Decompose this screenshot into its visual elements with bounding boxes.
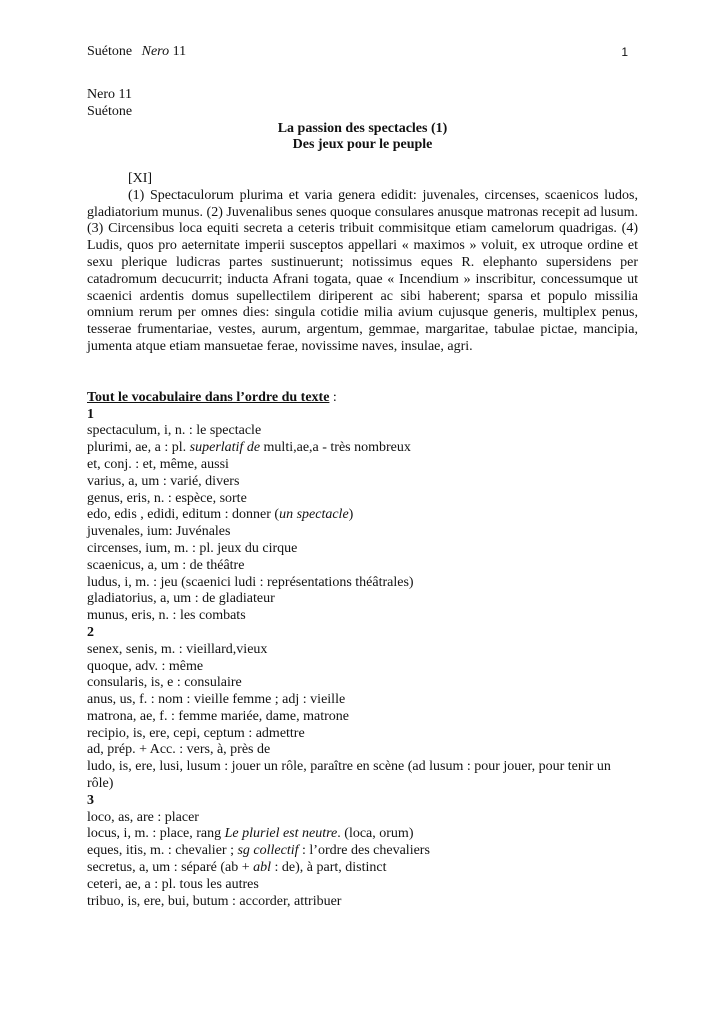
vocab-entry: senex, senis, m. : vieillard,vieux	[87, 641, 268, 657]
vocab-entry: et, conj. : et, même, aussi	[87, 456, 229, 472]
chapter-mark: [XI]	[128, 170, 153, 186]
doc-meta-work: Nero 11	[87, 87, 132, 102]
vocab-heading: Tout le vocabulaire dans l’ordre du texte :	[87, 389, 337, 405]
vocab-entry: spectaculum, i, n. : le spectacle	[87, 423, 262, 439]
vocab-section-number: 3	[87, 792, 94, 808]
doc-title: La passion des spectacles (1)	[277, 120, 448, 136]
vocab-entry: anus, us, f. : nom : vieille femme ; adj : vieille	[87, 692, 346, 708]
vocab-entry: secretus, a, um : séparé (ab + abl : de), à part, distinct	[87, 860, 387, 876]
vocab-entry: gladiatorius, a, um : de gladiateur	[87, 591, 275, 607]
document-body	[87, 87, 638, 910]
latin-text: (1) Spectaculorum plurima et varia genera edidit: juvenales, circenses, scaenicos ludos, gladiatorium munus. (2) Juvenalibus senes quoque consulares anusque matronas recepit ad lusum. (3) Circensibus loca equiti secreta a ceteris tribuit commisitque etiam camelorum quadrigas. (4) Ludis, quos pro aeternitate imperii susceptos appellari « maximos » voluit, ex utroque ordine et sexu plerique ludicras partes sustinuerunt; notissimus eques R. elephanto supersidens per catadromum decucurrit; inducta Afrani togata, quae « Incendium » inscribitur, concessumque ut scaenici ardentis domus supellectilem diriperent ac sibi haberent; sparsa et populo missilia omnium rerum per omnes dies: singula cotidie milia avium cujusque generis, multiplex penus, tesserae frumentariae, vestes, aurum, argentum, gemmae, margaritae, tabulae pictae, mancipia, jumenta atque etiam mansuetae ferae, novissime naves, insulae, agri.	[87, 187, 638, 354]
vocab-entry: plurimi, ae, a : pl. superlatif de multi,ae,a - très nombreux	[87, 440, 411, 456]
vocab-entry: scaenicus, a, um : de théâtre	[87, 557, 245, 573]
vocab-entry: consularis, is, e : consulaire	[87, 675, 242, 691]
spacer	[87, 154, 638, 171]
vocab-section-number: 2	[87, 624, 94, 640]
vocab-entry: locus, i, m. : place, rang Le pluriel est neutre. (loca, orum)	[87, 826, 414, 842]
vocab-entry: matrona, ae, f. : femme mariée, dame, matrone	[87, 708, 349, 724]
vocab-entry: ad, prép. + Acc. : vers, à, près de	[87, 742, 271, 758]
page-header	[87, 44, 638, 60]
vocab-entry: edo, edis , edidi, editum : donner (un spectacle)	[87, 507, 354, 523]
vocab-entry: loco, as, are : placer	[87, 809, 199, 825]
doc-subtitle: Des jeux pour le peuple	[292, 137, 433, 153]
vocab-entry: munus, eris, n. : les combats	[87, 608, 246, 624]
page-number: 1	[621, 45, 628, 59]
vocab-entry: eques, itis, m. : chevalier ; sg collectif : l’ordre des chevaliers	[87, 843, 430, 859]
doc-meta-author: Suétone	[87, 103, 133, 119]
vocab-entry: juvenales, ium: Juvénales	[87, 524, 231, 540]
header-chapter: 11	[172, 44, 187, 59]
vocab-entry: circenses, ium, m. : pl. jeux du cirque	[87, 540, 298, 556]
vocab-section-number: 1	[87, 406, 94, 422]
vocab-entry: varius, a, um : varié, divers	[87, 473, 240, 489]
vocab-entry: tribuo, is, ere, bui, butum : accorder, attribuer	[87, 893, 342, 909]
vocab-entry: ludo, is, ere, lusi, lusum : jouer un rôle, paraître en scène (ad lusum : pour jouer, pour tenir un rôle)	[87, 759, 611, 792]
vocab-entry: recipio, is, ere, cepi, ceptum : admettre	[87, 725, 305, 741]
vocab-entry: ceteri, ae, a : pl. tous les autres	[87, 876, 259, 892]
header-work: Nero	[141, 44, 170, 59]
vocab-entry: quoque, adv. : même	[87, 658, 204, 674]
vocab-entry: genus, eris, n. : espèce, sorte	[87, 490, 247, 506]
vocab-entry: ludus, i, m. : jeu (scaenici ludi : représentations théâtrales)	[87, 574, 414, 590]
header-author: Suétone	[87, 44, 133, 59]
vocab-list	[87, 407, 638, 911]
